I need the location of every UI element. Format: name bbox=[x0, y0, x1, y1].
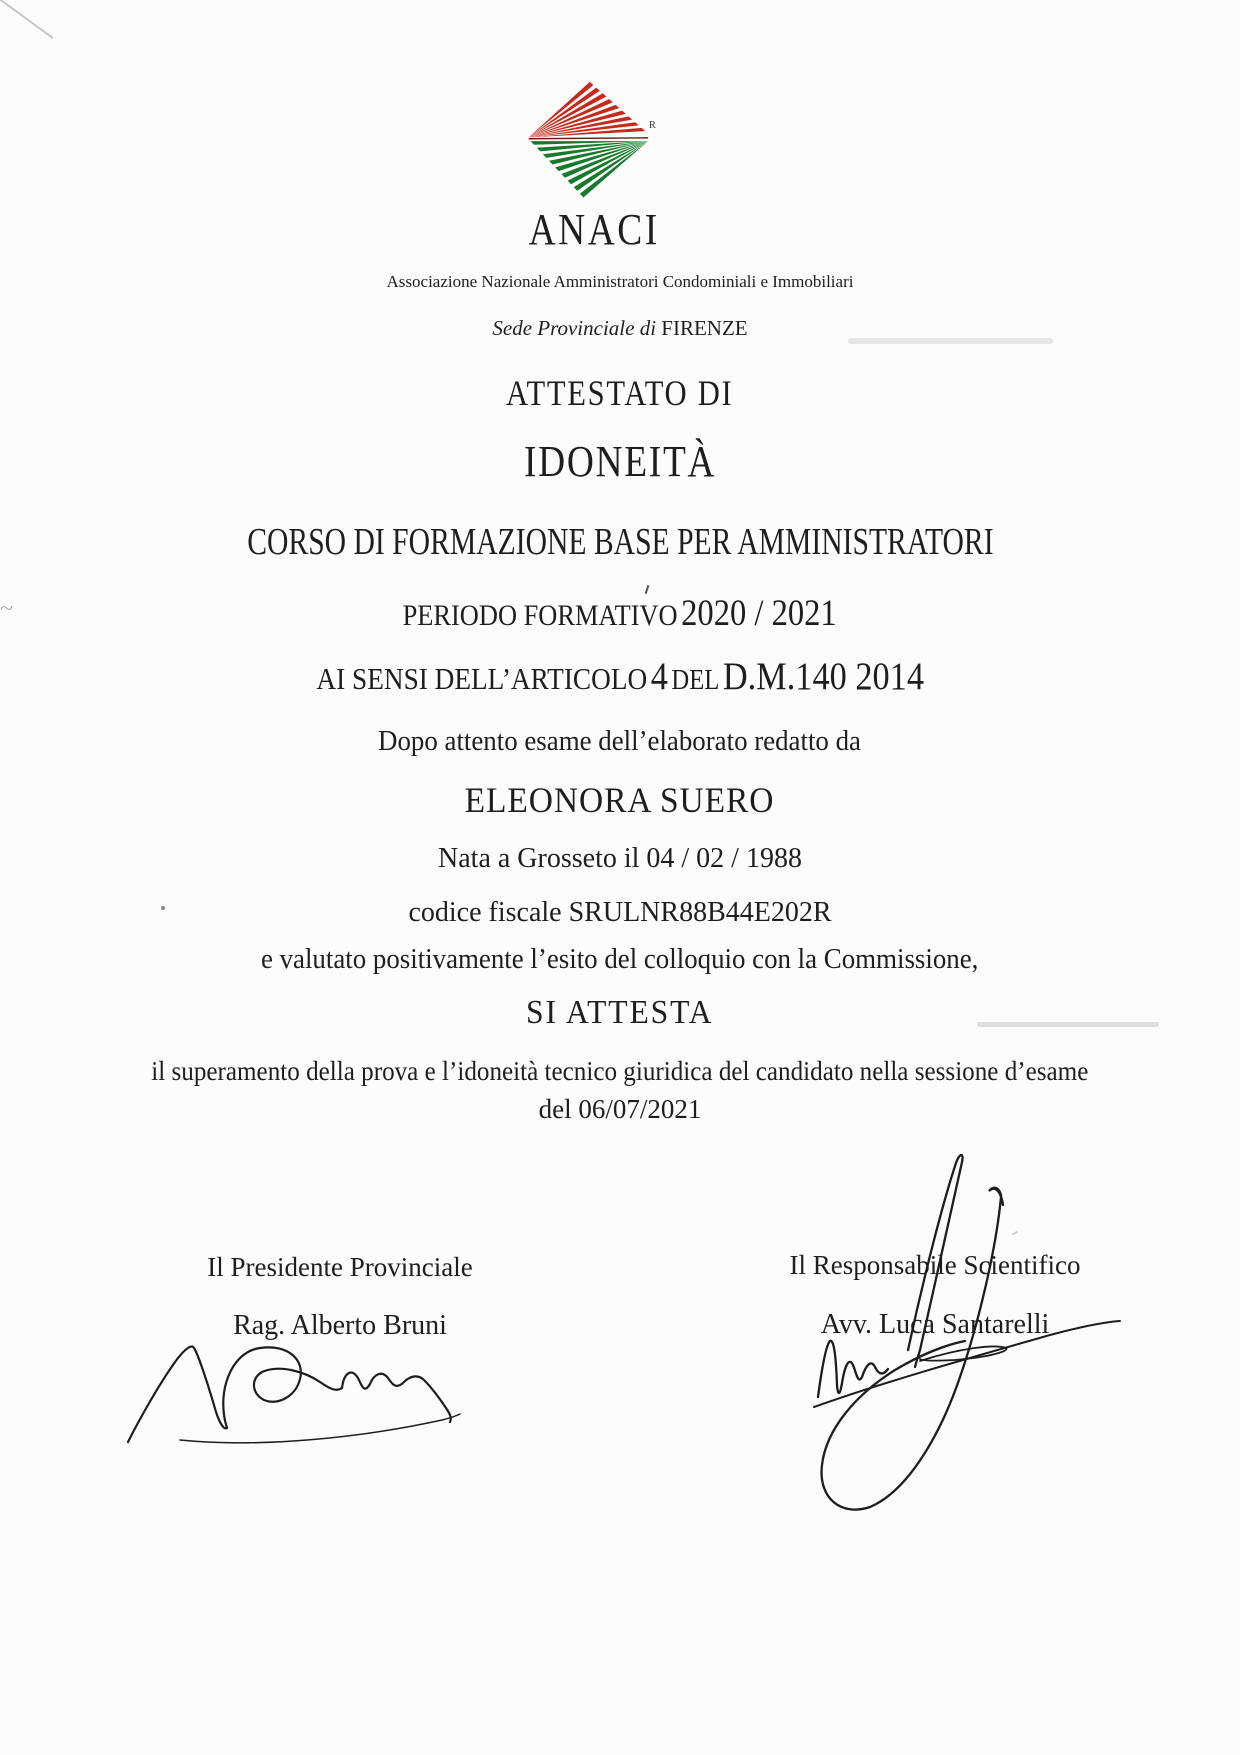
idoneita-heading: IDONEITÀ bbox=[523, 437, 717, 486]
registered-mark: R bbox=[649, 120, 656, 132]
association-name-row bbox=[0, 272, 1240, 292]
anaci-logo bbox=[525, 76, 662, 208]
si-attesta-heading: SI ATTESTA bbox=[526, 994, 714, 1031]
candidate-name: ELEONORA SUERO bbox=[465, 780, 775, 820]
period-label: PERIODO FORMATIVO bbox=[402, 599, 678, 632]
attestato-heading-row bbox=[0, 372, 1240, 414]
scan-artifact bbox=[0, 0, 54, 39]
period-line bbox=[403, 592, 837, 635]
seat-label: Sede Provinciale di bbox=[492, 316, 657, 340]
attestation-line2: del 06/07/2021 bbox=[538, 1094, 702, 1124]
si-attesta-row bbox=[0, 994, 1240, 1032]
legal-prefix: AI SENSI DELL’ARTICOLO bbox=[316, 661, 647, 696]
seat-city: FIRENZE bbox=[661, 316, 748, 340]
candidate-name-row bbox=[0, 779, 1240, 821]
president-role: Il Presidente Provinciale bbox=[207, 1252, 473, 1282]
intro-row bbox=[0, 726, 1240, 758]
attestation-line2-row bbox=[0, 1094, 1240, 1125]
course-title: CORSO DI FORMAZIONE BASE PER AMMINISTRATORI bbox=[246, 521, 994, 563]
president-name: Rag. Alberto Bruni bbox=[233, 1310, 447, 1341]
scientific-role: Il Responsabile Scientifico bbox=[789, 1250, 1081, 1280]
logo-green-fan bbox=[531, 141, 649, 197]
period-row bbox=[0, 592, 1240, 635]
scientific-name: Avv. Luca Santarelli bbox=[820, 1309, 1050, 1340]
evaluation-text: e valutato positivamente l’esito del colloquio con la Commissione, bbox=[261, 944, 979, 975]
fiscal-code-value: SRULNR88B44E202R bbox=[568, 897, 832, 928]
association-name: Associazione Nazionale Amministratori Condominiali e Immobiliari bbox=[386, 272, 854, 291]
scan-artifact: ~ bbox=[0, 596, 13, 622]
legal-del: DEL bbox=[671, 665, 720, 696]
birth-row bbox=[0, 843, 1240, 875]
legal-reference-row bbox=[0, 654, 1240, 699]
logo-wordmark-row bbox=[0, 204, 1214, 255]
legal-article-number: 4 bbox=[650, 655, 668, 698]
scientific-signature bbox=[770, 1145, 1130, 1535]
period-value: 2020 / 2021 bbox=[681, 593, 838, 634]
birth-line: Nata a Grosseto il 04 / 02 / 1988 bbox=[438, 843, 802, 874]
course-title-row bbox=[0, 520, 1240, 564]
attestation-line1: il superamento della prova e l’idoneità tecnico giuridica del candidato nella sessione d’esame bbox=[151, 1056, 1089, 1086]
idoneita-heading-row bbox=[0, 436, 1240, 487]
intro-text: Dopo attento esame dell’elaborato redatto da bbox=[378, 726, 862, 757]
logo-red-fan bbox=[529, 82, 646, 138]
attestation-line1-row bbox=[0, 1056, 1240, 1087]
logo-seam-line bbox=[529, 138, 648, 139]
signature-block-president bbox=[160, 1252, 520, 1342]
president-signature bbox=[120, 1334, 470, 1449]
legal-decree: D.M.140 2014 bbox=[722, 655, 924, 698]
seat-row bbox=[0, 316, 1240, 341]
attestato-heading: ATTESTATO DI bbox=[506, 373, 734, 413]
legal-reference bbox=[316, 654, 924, 699]
evaluation-row bbox=[0, 944, 1240, 976]
fiscal-code-row bbox=[0, 897, 1240, 929]
fiscal-code-label: codice fiscale bbox=[408, 897, 562, 928]
logo-wordmark: ANACI bbox=[528, 205, 660, 254]
